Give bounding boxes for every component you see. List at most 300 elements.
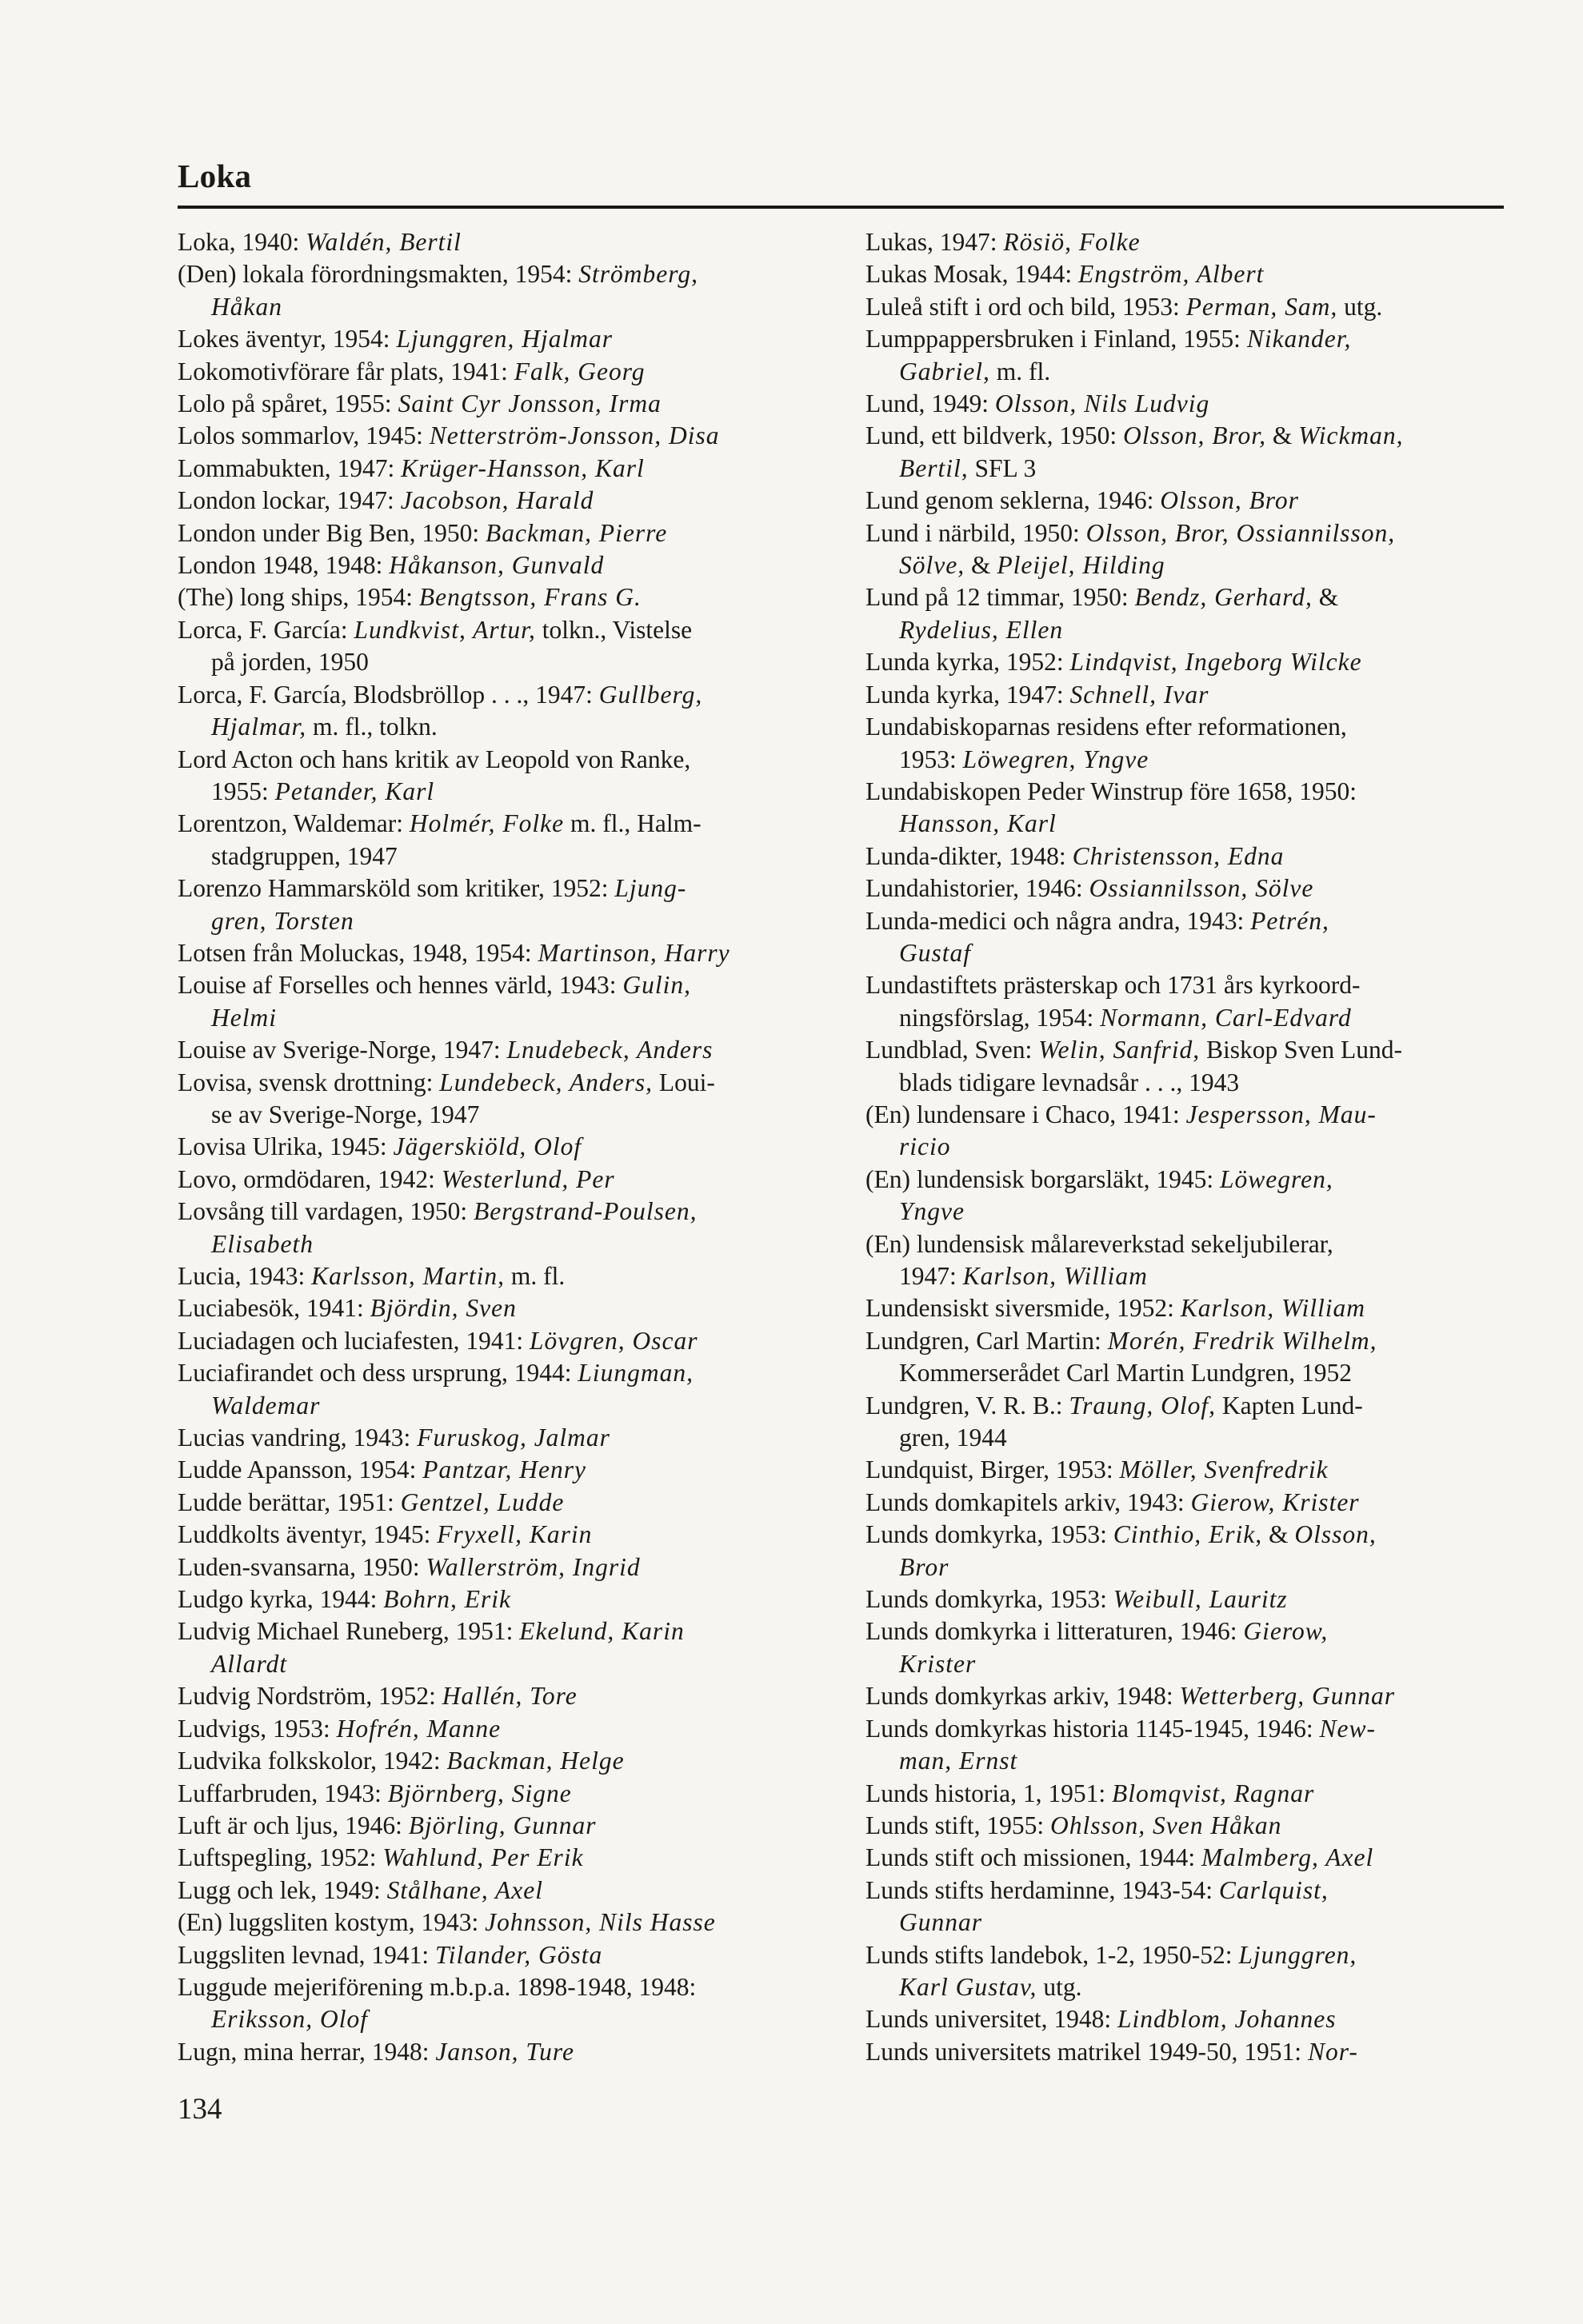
author-name: Olsson, Nils Ludvig [994,389,1210,418]
entry-text: Ludvig Michael Runeberg, 1951: [178,1617,520,1646]
index-entry [865,517,1504,582]
index-entry [178,1131,816,1163]
entry-text: Lotsen från Moluckas, 1948, 1954: [178,938,538,967]
author-name: Martinson, Harry [538,938,730,967]
index-entry [178,549,816,581]
entry-line [178,1939,816,1971]
entry-line [865,1164,1504,1196]
index-entry [178,1971,816,2036]
entry-line [178,1713,816,1745]
author-name: Ekelund, Karin [519,1617,685,1646]
author-name: Karlson, William [1180,1294,1366,1323]
index-entry [178,969,816,1034]
author-name: Backman, Helge [446,1747,625,1775]
entry-line [865,1487,1504,1519]
entry-text: Lund på 12 timmar, 1950: [865,583,1135,612]
entry-text: Lucias vandring, 1943: [178,1424,418,1452]
index-entry [178,1164,816,1196]
entry-text: Lolos sommarlov, 1945: [178,421,430,450]
entry-text: Luft är och ljus, 1946: [178,1811,409,1839]
index-entry [865,226,1504,258]
entry-text: Lunds domkyrka, 1953: [865,1585,1113,1614]
author-name: Gierow, [1243,1617,1329,1646]
author-name: Hofrén, Manne [336,1714,502,1743]
entry-line [865,1228,1504,1260]
entry-text: Lunds stifts landebok, 1-2, 1950-52: [865,1940,1239,1969]
entry-line [865,1939,1504,1971]
entry-text: Ludde berättar, 1951: [178,1487,401,1516]
author-name: Ljunggren, [1238,1940,1357,1969]
entry-line [865,711,1504,743]
entry-text: Lokes äventyr, 1954: [178,325,397,353]
index-entry [865,711,1504,776]
entry-text: Lovsång till vardagen, 1950: [178,1197,474,1226]
author-name: Wahlund, Per Erik [382,1843,584,1872]
index-entry [178,1875,816,1907]
left-column [178,226,816,2068]
index-entry [865,581,1504,646]
entry-text: 1947: [899,1262,963,1290]
index-entry [865,1713,1504,1778]
author-name: Bertil, [899,453,969,482]
entry-text: Luciafirandet och dess ursprung, 1944: [178,1359,578,1388]
entry-text: & [1312,583,1339,612]
entry-line [178,1067,816,1099]
index-entry [865,841,1504,872]
index-entry [178,323,816,355]
index-entry [178,1487,816,1519]
entry-text: (En) lundensisk målareverkstad sekeljubilerar, [865,1229,1333,1258]
right-column [865,226,1504,2068]
index-entry [178,1357,816,1422]
author-name: Hjalmar, [211,713,307,741]
entry-line [178,744,816,776]
entry-text: Lunds universitet, 1948: [865,2005,1117,2034]
entry-line [865,1778,1504,1810]
index-entry [865,969,1504,1034]
author-name: Lövgren, Oscar [529,1326,698,1355]
author-name: Fryxell, Karin [437,1520,593,1549]
entry-text: Ludvika folkskolor, 1942: [178,1747,447,1775]
entry-line [178,549,816,581]
entry-line [178,388,816,420]
author-name: man, Ernst [899,1747,1018,1775]
entry-line [865,2003,1504,2035]
entry-line [178,808,816,840]
entry-line [178,1519,816,1551]
entry-text: Lundblad, Sven: [865,1036,1039,1064]
entry-line [178,1810,816,1842]
author-name: gren, Torsten [211,906,354,935]
author-name: Perman, Sam, [1185,292,1338,321]
author-name: Carlquist, [1218,1875,1329,1904]
index-entry [865,1875,1504,1939]
entry-line [178,1164,816,1196]
author-name: Cinthio, Erik, [1113,1520,1263,1549]
index-entry [178,226,816,258]
author-name: Yngve [899,1197,965,1226]
author-name: Bohrn, Erik [383,1585,511,1614]
author-name: Bergstrand-Poulsen, [474,1197,698,1226]
index-entry [178,1196,816,1260]
entry-line [178,581,816,613]
entry-line [178,1971,816,2003]
author-name: Gunnar [899,1908,983,1937]
entry-line [178,776,816,808]
entry-line [865,258,1504,290]
entry-line [178,937,816,969]
index-entry [178,937,816,969]
entry-line [865,1099,1504,1131]
entry-text: Luciabesök, 1941: [178,1294,370,1323]
index-entry [865,258,1504,290]
author-name: Pleijel, Hilding [997,551,1165,580]
entry-line [865,1034,1504,1066]
author-name: Jägerskiöld, Olof [393,1132,582,1161]
entry-line [865,679,1504,711]
entry-text: Lunda-medici och några andra, 1943: [865,906,1251,935]
index-entry [178,2036,816,2068]
index-entry [178,1745,816,1777]
entry-text: utg. [1337,292,1383,321]
entry-line [178,1648,816,1680]
author-name: Elisabeth [211,1229,314,1258]
entry-text: Kapten Lund- [1216,1391,1363,1420]
entry-line [178,356,816,388]
author-name: Jespersson, Mau- [1185,1100,1377,1128]
author-name: Tilander, Gösta [434,1940,603,1969]
index-entry [865,1680,1504,1712]
entry-text: Lunds domkyrkas historia 1145-1945, 1946: [865,1714,1320,1743]
author-name: Jacobson, Harald [400,486,594,515]
author-name: Westerlund, Per [441,1164,615,1193]
entry-text: Kommerserådet Carl Martin Lundgren, 1952 [899,1359,1352,1388]
index-entry [178,1519,816,1551]
author-name: Olsson, Bror, [1122,421,1266,450]
author-name: Furuskog, Jalmar [417,1424,610,1452]
author-name: Wickman, [1298,421,1404,450]
index-entry [865,291,1504,323]
entry-line [865,1325,1504,1357]
index-entry [865,1583,1504,1615]
entry-line [865,485,1504,517]
index-entry [178,420,816,452]
entry-line [865,1196,1504,1228]
entry-text: se av Sverige-Norge, 1947 [211,1100,480,1128]
entry-text: gren, 1944 [899,1424,1007,1452]
entry-text: Lundgren, Carl Martin: [865,1326,1108,1355]
author-name: ricio [899,1132,951,1161]
index-entry [865,1842,1504,1874]
index-entry [865,1778,1504,1810]
entry-line [865,1357,1504,1389]
entry-text: Lunda-dikter, 1948: [865,841,1073,870]
index-entry [178,258,816,323]
entry-text: Lunds historia, 1, 1951: [865,1779,1112,1807]
entry-text: Lunds universitets matrikel 1949-50, 1951: [865,2037,1308,2066]
entry-line [178,1454,816,1486]
index-entry [865,2003,1504,2035]
entry-line [178,1487,816,1519]
index-entry [865,905,1504,970]
index-entry [178,1551,816,1583]
entry-text: Ludvigs, 1953: [178,1714,337,1743]
entry-line [865,549,1504,581]
index-entry [865,1454,1504,1486]
entry-line [865,1390,1504,1422]
author-name: Gulin, [622,971,692,1000]
author-name: Lundkvist, Artur, [354,615,536,644]
index-entry [178,1325,816,1357]
index-entry [178,614,816,679]
index-entry [865,1939,1504,2004]
author-name: Netterström-Jonsson, Disa [429,421,720,450]
entry-line [865,1260,1504,1292]
entry-line [865,744,1504,776]
index-entry [865,485,1504,517]
entry-line [865,969,1504,1001]
entry-text: m. fl., tolkn. [306,713,438,741]
entry-line [865,517,1504,549]
author-name: Petrén, [1250,906,1329,935]
entry-text: Lunds domkyrkas arkiv, 1948: [865,1682,1180,1711]
index-entry [865,1390,1504,1455]
entry-text: Lorca, F. García: [178,615,354,644]
entry-text: Lolo på spåret, 1955: [178,389,398,418]
author-name: Janson, Ture [435,2037,574,2066]
entry-text: London 1948, 1948: [178,551,390,580]
author-name: Karlson, William [962,1262,1148,1290]
entry-text: Lukas, 1947: [865,228,1004,256]
entry-line [178,453,816,485]
index-entry [178,1778,816,1810]
author-name: Karlsson, Martin, [311,1262,506,1290]
entry-text: ningsförslag, 1954: [899,1003,1101,1032]
index-entry [865,776,1504,841]
author-name: New- [1319,1714,1377,1743]
entry-text: m. fl. [505,1262,566,1290]
entry-line [865,1907,1504,1939]
entry-text: utg. [1037,1972,1082,2001]
author-name: Gullberg, [598,680,703,709]
entry-text: Lund, 1949: [865,389,995,418]
entry-line [865,323,1504,355]
author-name: Saint Cyr Jonsson, Irma [398,389,662,418]
entry-line [865,646,1504,678]
entry-text: blads tidigare levnadsår . . ., 1943 [899,1068,1240,1096]
author-name: Engström, Albert [1077,260,1265,289]
entry-line [178,1390,816,1422]
entry-text: Lund genom seklerna, 1946: [865,486,1161,515]
entry-text: Lunds domkapitels arkiv, 1943: [865,1487,1191,1516]
index-entry [178,1615,816,1680]
index-entry [865,1292,1504,1324]
author-name: Håkan [211,292,282,321]
entry-line [865,872,1504,904]
index-entry [178,1842,816,1874]
entry-line [865,291,1504,323]
entry-text: Ludde Apansson, 1954: [178,1455,423,1484]
entry-line [865,453,1504,485]
entry-text: Lorca, F. García, Blodsbröllop . . ., 1947: [178,680,599,709]
author-name: Eriksson, Olof [211,2005,369,2034]
entry-line [178,905,816,937]
index-entry [865,420,1504,485]
entry-text: Lunda kyrka, 1947: [865,680,1070,709]
author-name: Christensson, Edna [1072,841,1285,870]
entry-text: Lunds domkyrka i litteraturen, 1946: [865,1617,1244,1646]
index-entry [178,872,816,937]
entry-text: m. fl., Halm- [564,809,702,838]
author-name: Weibull, Lauritz [1113,1585,1288,1614]
author-name: Krüger-Hansson, Karl [401,453,645,482]
entry-text: Luftspegling, 1952: [178,1843,383,1872]
entry-text: & [1265,421,1299,450]
author-name: Löwegren, Yngve [962,745,1149,773]
author-name: Sölve, [899,551,965,580]
entry-text: Lund i närbild, 1950: [865,518,1086,547]
author-name: Möller, Svenfredrik [1119,1455,1329,1484]
index-entry [865,1519,1504,1583]
entry-text: Lommabukten, 1947: [178,453,402,482]
index-entry [178,485,816,517]
entry-line [178,1907,816,1939]
author-name: Falk, Georg [514,357,646,385]
index-entry [865,679,1504,711]
entry-line [865,1551,1504,1583]
entry-line [178,1551,816,1583]
entry-line [178,1099,816,1131]
entry-text: Ludgo kyrka, 1944: [178,1585,384,1614]
author-name: Wallerström, Ingrid [426,1552,641,1581]
entry-text: Lord Acton och hans kritik av Leopold von Ranke, [178,745,691,773]
entry-line [178,1034,816,1066]
entry-text: på jorden, 1950 [211,648,369,677]
author-name: Lindqvist, Ingeborg Wilcke [1069,648,1362,677]
header-rule-right [805,206,1504,209]
entry-line [178,1292,816,1324]
index-entry [178,1260,816,1292]
index-entry [865,1164,1504,1228]
index-entry [865,1034,1504,1099]
entry-line [865,841,1504,872]
index-entry [178,1680,816,1712]
author-name: Gabriel, [899,357,990,385]
index-entry [178,808,816,872]
entry-text: (En) lundensare i Chaco, 1941: [865,1100,1186,1128]
entry-text: Loka, 1940: [178,228,306,256]
entry-line [178,1260,816,1292]
entry-line [178,1875,816,1907]
entry-line [178,1778,816,1810]
entry-line [178,1745,816,1777]
author-name: Ohlsson, Sven Håkan [1050,1811,1282,1839]
author-name: Hansson, Karl [899,809,1057,838]
entry-text: Lorenzo Hammarsköld som kritiker, 1952: [178,874,615,903]
entry-text: 1955: [211,777,275,805]
entry-text: Loui- [652,1068,715,1096]
entry-line [865,1131,1504,1163]
index-entry [178,1292,816,1324]
author-name: Rösiö, Folke [1003,228,1141,256]
entry-text: Luleå stift i ord och bild, 1953: [865,292,1186,321]
entry-text: 1953: [899,745,963,773]
index-entry [178,1713,816,1745]
entry-text: Lukas Mosak, 1944: [865,260,1078,289]
entry-line [865,614,1504,646]
entry-text: Lundquist, Birger, 1953: [865,1455,1120,1484]
author-name: Normann, Carl-Edvard [1100,1003,1352,1032]
index-entry [178,1939,816,1971]
entry-line [865,1422,1504,1454]
entry-line [865,937,1504,969]
index-entry [865,1099,1504,1164]
author-name: Löwegren, [1219,1164,1333,1193]
author-name: Helmi [211,1003,277,1032]
header-rule-left [178,206,809,209]
entry-line [178,1196,816,1228]
entry-line [865,2036,1504,2068]
entry-line [865,420,1504,452]
entry-text: Lunds stift och missionen, 1944: [865,1843,1201,1872]
entry-line [178,420,816,452]
author-name: Gentzel, Ludde [400,1487,565,1516]
entry-line [178,1325,816,1357]
entry-text: Luggsliten levnad, 1941: [178,1940,435,1969]
author-name: Petander, Karl [274,777,435,805]
entry-line [865,581,1504,613]
author-name: Johnsson, Nils Hasse [485,1908,716,1937]
entry-line [178,646,816,678]
entry-line [865,1713,1504,1745]
entry-line [865,1583,1504,1615]
index-entry [178,356,816,388]
entry-line [865,1002,1504,1034]
entry-text: Lundastiftets prästerskap och 1731 års kyrkoord- [865,971,1361,1000]
author-name: Bror [899,1552,949,1581]
author-name: Holmér, Folke [409,809,565,838]
entry-text: Lund, ett bildverk, 1950: [865,421,1123,450]
entry-line [178,614,816,646]
entry-line [865,1067,1504,1099]
entry-line [178,323,816,355]
author-name: Ossiannilsson, Sölve [1089,874,1314,903]
entry-line [865,1810,1504,1842]
author-name: Ljung- [614,874,687,903]
index-entry [865,388,1504,420]
author-name: Olsson, Bror [1160,486,1299,515]
entry-text: London under Big Ben, 1950: [178,518,486,547]
author-name: Lindblom, Johannes [1117,2005,1337,2034]
author-name: Björling, Gunnar [408,1811,597,1839]
author-name: Bendz, Gerhard, [1134,583,1313,612]
entry-line [178,872,816,904]
entry-line [178,679,816,711]
author-name: Lnudebeck, Anders [506,1036,714,1064]
author-name: Olsson, Bror, Ossiannilsson, [1085,518,1396,547]
entry-text: Lovisa, svensk drottning: [178,1068,440,1096]
entry-text: & [1262,1520,1295,1549]
author-name: Gustaf [899,938,972,967]
entry-line [178,485,816,517]
author-name: Waldén, Bertil [306,228,462,256]
author-name: Stålhane, Axel [386,1875,543,1904]
entry-line [178,517,816,549]
index-entry [178,1907,816,1939]
index-entry [178,1810,816,1842]
entry-line [178,1131,816,1163]
entry-text: Lovisa Ulrika, 1945: [178,1132,394,1161]
